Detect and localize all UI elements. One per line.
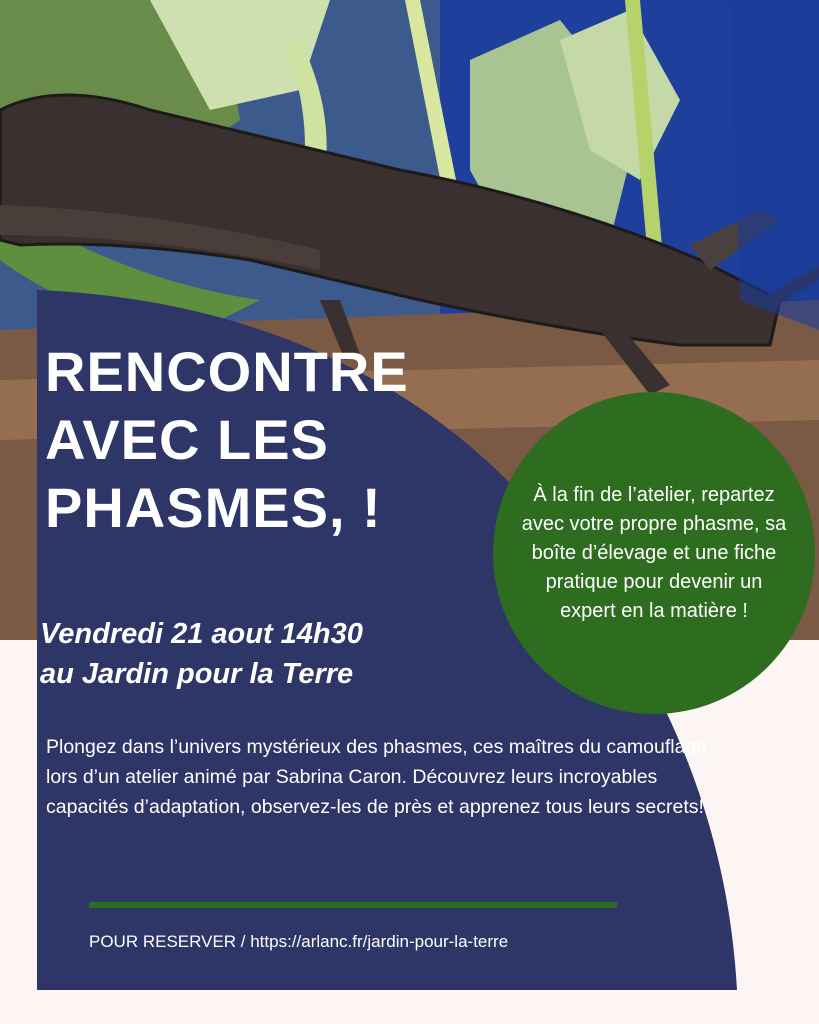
title-line-2: AVEC LES	[45, 408, 329, 471]
event-description: Plongez dans l’univers mystérieux des phasmes, ces maîtres du camouflage, lors d’un atelier animé par Sabrina Caron. Découvrez leurs incroyables capacités d’adaptation, observez-les de près et apprenez tous leurs secrets!.	[46, 736, 713, 818]
event-title	[45, 338, 515, 542]
divider-line	[89, 902, 617, 908]
gift-text: À la fin de l’atelier, repartez avec votre propre phasme, sa boîte d’élevage et une fiche pratique pour devenir un expert en la matière !	[521, 483, 787, 622]
event-location: au Jardin pour la Terre	[40, 658, 354, 690]
booking-link[interactable]: POUR RESERVER / https://arlanc.fr/jardin-pour-la-terre	[89, 932, 509, 951]
title-line-1: RENCONTRE	[45, 340, 409, 403]
event-date: Vendredi 21 aout 14h30	[40, 618, 363, 650]
gift-circle	[493, 392, 815, 714]
event-date-location	[40, 614, 500, 694]
title-line-3: PHASMES, !	[45, 476, 382, 539]
